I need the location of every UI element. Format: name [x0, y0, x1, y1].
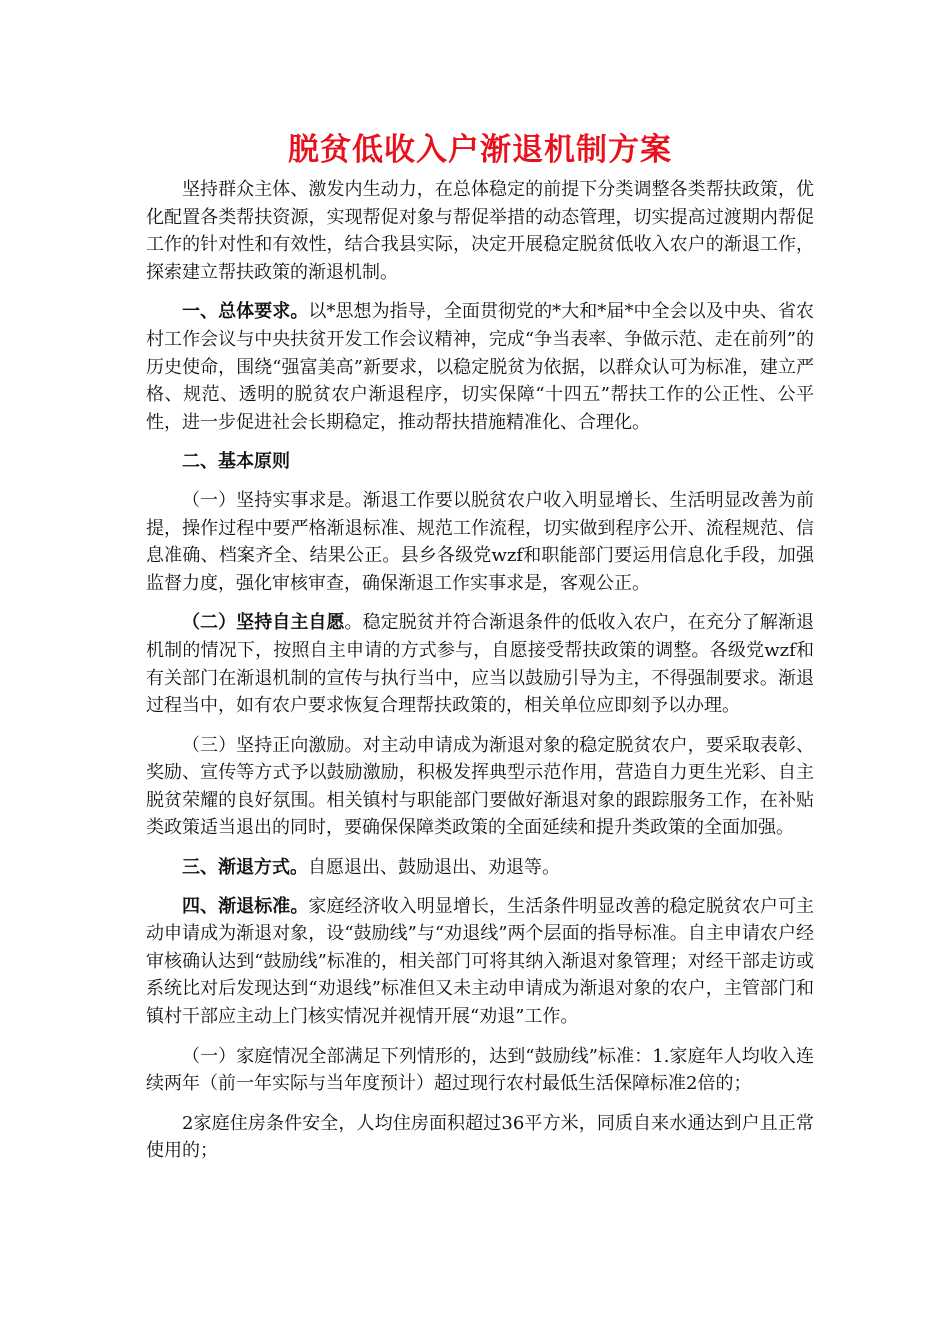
section-1-heading: 一、总体要求。	[182, 301, 309, 323]
document-title: 脱贫低收入户渐退机制方案	[288, 132, 672, 168]
intro-paragraph: 坚持群众主体、激发内生动力，在总体稳定的前提下分类调整各类帮扶政策，优化配置各类帮扶资源，实现帮促对象与帮促举措的动态管理，切实提高过渡期内帮促工作的针对性和有效性，结合我县实际，决定开展稳定脱贫低收入农户的渐退工作，探索建立帮扶政策的渐退机制。	[146, 179, 814, 283]
criteria-2-paragraph: 2家庭住房条件安全，人均住房面积超过36平方米，同质自来水通达到户且正常使用的；	[146, 1112, 814, 1162]
section-4-body: 家庭经济收入明显增长，生活条件明显改善的稳定脱贫农户可主动申请成为渐退对象，设“鼓励线”与“劝退线”两个层面的指导标准。自主申请农户经审核确认达到“鼓励线”标准的，相关部门可将其纳入渐退对象管理；对经干部走访或系统比对后发现达到“劝退线”标准但又未主动申请成为渐退对象的农户，主管部门和镇村干部应主动上门核实情况并视情开展“劝退”工作。	[146, 895, 815, 1028]
criteria-1-paragraph: （一）家庭情况全部满足下列情形的，达到“鼓励线”标准：1.家庭年人均收入连续两年（前一年实际与当年度预计）超过现行农村最低生活保障标准2倍的；	[146, 1045, 814, 1095]
section-3-heading: 三、渐退方式。	[182, 857, 308, 879]
principle-2-body: 。稳定脱贫并符合渐退条件的低收入农户，在充分了解渐退机制的情况下，按照自主申请的方式参与，自愿接受帮扶政策的调整。各级党wzf和有关部门在渐退机制的宣传与执行当中，应当以鼓励引导为主，不得强制要求。渐退过程当中，如有农户要求恢复合理帮扶政策的，相关单位应即刻予以办理。	[146, 612, 814, 717]
principle-3-paragraph: （三）坚持正向激励。对主动申请成为渐退对象的稳定脱贫农户，要采取表彰、奖励、宣传等方式予以鼓励激励，积极发挥典型示范作用，营造自力更生光彩、自主脱贫荣耀的良好氛围。相关镇村与职能部门要做好渐退对象的跟踪服务工作，在补贴类政策适当退出的同时，要确保保障类政策的全面延续和提升类政策的全面加强。	[146, 734, 814, 839]
section-3-paragraph	[146, 854, 814, 882]
document-page	[146, 130, 814, 1177]
section-4-paragraph	[146, 893, 814, 1031]
section-1-body: 以*思想为指导，全面贯彻党的*大和*届*中全会以及中央、省农村工作会议与中央扶贫开发工作会议精神，完成“争当表率、争做示范、走在前列”的历史使命，围绕“强富美高”新要求，以稳定脱贫为依据，以群众认可为标准，建立严格、规范、透明的脱贫农户渐退程序，切实保障“十四五”帮扶工作的公正性、公平性，进一步促进社会长期稳定，推动帮扶措施精准化、合理化。	[146, 301, 814, 433]
principle-2-heading: （二）坚持自主自愿	[182, 612, 345, 634]
section-3-body: 自愿退出、鼓励退出、劝退等。	[308, 857, 560, 879]
principle-2-paragraph	[146, 609, 814, 719]
section-1-paragraph	[146, 298, 814, 436]
section-2-heading: 二、基本原则	[182, 451, 290, 473]
section-4-heading: 四、渐退标准。	[182, 895, 309, 917]
principle-1-paragraph: （一）坚持实事求是。渐退工作要以脱贫农户收入明显增长、生活明显改善为前提，操作过程中要严格渐退标准、规范工作流程，切实做到程序公开、流程规范、信息准确、档案齐全、结果公正。县乡各级党wzf和职能部门要运用信息化手段，加强监督力度，强化审核审查，确保渐退工作实事求是，客观公正。	[146, 489, 814, 594]
section-2-paragraph	[146, 448, 814, 476]
